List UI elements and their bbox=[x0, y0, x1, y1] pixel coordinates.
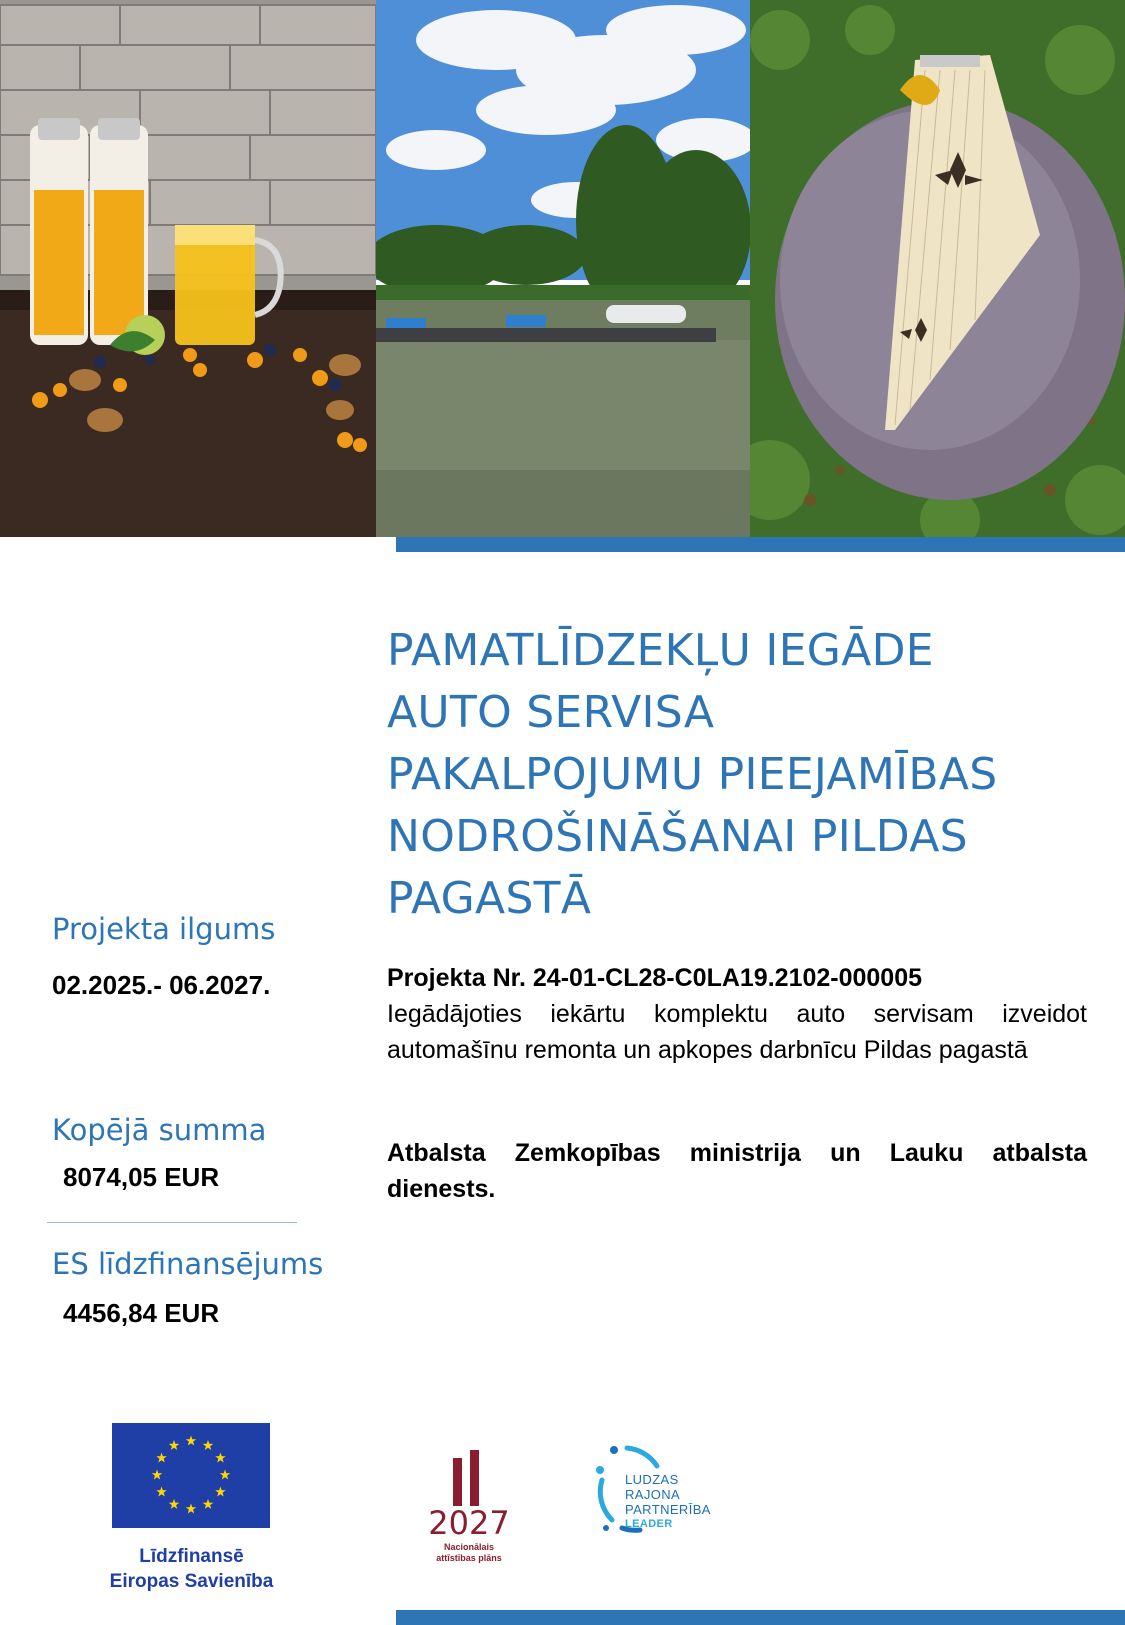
nap-caption-line: attīstības plāns bbox=[436, 1553, 502, 1563]
title-line: PAMATLĪDZEKĻU IEGĀDE bbox=[387, 625, 934, 676]
top-accent-bar bbox=[396, 537, 1125, 552]
project-description: Iegādājoties iekārtu komplektu auto servisam izveidot automašīnu remonta un apkopes darbnīcu Pildas pagastā bbox=[387, 1000, 1087, 1064]
eu-caption-line: Līdzfinansē bbox=[139, 1546, 244, 1567]
title-line: PAKALPOJUMU PIEEJAMĪBAS bbox=[387, 749, 998, 800]
eu-star-icon bbox=[186, 1504, 196, 1514]
total-sum-label: Kopējā summa bbox=[52, 1113, 267, 1147]
duration-label: Projekta ilgums bbox=[52, 912, 276, 946]
eu-star-icon bbox=[156, 1487, 166, 1497]
total-sum-value: 8074,05 EUR bbox=[63, 1162, 220, 1192]
project-number: Projekta Nr. 24-01-CL28-C0LA19.2102-000005 bbox=[387, 964, 923, 992]
eu-star-icon bbox=[220, 1470, 230, 1480]
lrp-line: LUDZAS bbox=[625, 1472, 679, 1487]
project-info bbox=[387, 960, 1087, 1068]
eu-cofinancing-label: ES līdzfinansējums bbox=[52, 1247, 324, 1281]
eu-cofinancing-value: 4456,84 EUR bbox=[63, 1298, 220, 1328]
eu-star-icon bbox=[215, 1487, 225, 1497]
title-line: NODROŠINĀŠANAI PILDAS bbox=[387, 811, 968, 862]
eu-star-icon bbox=[203, 1440, 213, 1450]
lrp-line: PARTNERĪBA bbox=[625, 1502, 711, 1517]
nap-caption bbox=[420, 1542, 518, 1564]
eu-star-icon bbox=[203, 1499, 213, 1509]
pond-landscape-photo bbox=[376, 0, 750, 537]
eu-star-icon bbox=[169, 1499, 179, 1509]
page-title bbox=[387, 620, 1107, 930]
eu-star-icon bbox=[215, 1453, 225, 1463]
eu-star-icon bbox=[156, 1453, 166, 1463]
eu-flag-logo bbox=[112, 1423, 270, 1528]
eu-star-icon bbox=[152, 1470, 162, 1480]
eu-star-icon bbox=[186, 1436, 196, 1446]
lrp-line: RAJONA bbox=[625, 1487, 681, 1502]
title-line: AUTO SERVISA bbox=[387, 687, 715, 738]
duration-value: 02.2025.- 06.2027. bbox=[52, 970, 271, 1000]
eu-star-icon bbox=[169, 1440, 179, 1450]
juice-bottles-photo bbox=[0, 0, 376, 537]
sidebar-divider bbox=[47, 1222, 297, 1223]
nap-caption-line: Nacionālais bbox=[443, 1542, 495, 1552]
ludzas-partnership-text bbox=[625, 1472, 711, 1532]
title-line: PAGASTĀ bbox=[387, 873, 592, 924]
nap-year: 2027 bbox=[428, 1504, 510, 1542]
eu-cofinanced-caption bbox=[104, 1544, 279, 1594]
eu-caption-line: Eiropas Savienība bbox=[109, 1571, 274, 1592]
bottom-accent-bar bbox=[396, 1610, 1125, 1625]
kokle-on-stone-photo bbox=[750, 0, 1125, 537]
lrp-leader-label: LEADER bbox=[625, 1518, 673, 1530]
support-statement: Atbalsta Zemkopības ministrija un Lauku atbalsta dienests. bbox=[387, 1139, 1087, 1203]
